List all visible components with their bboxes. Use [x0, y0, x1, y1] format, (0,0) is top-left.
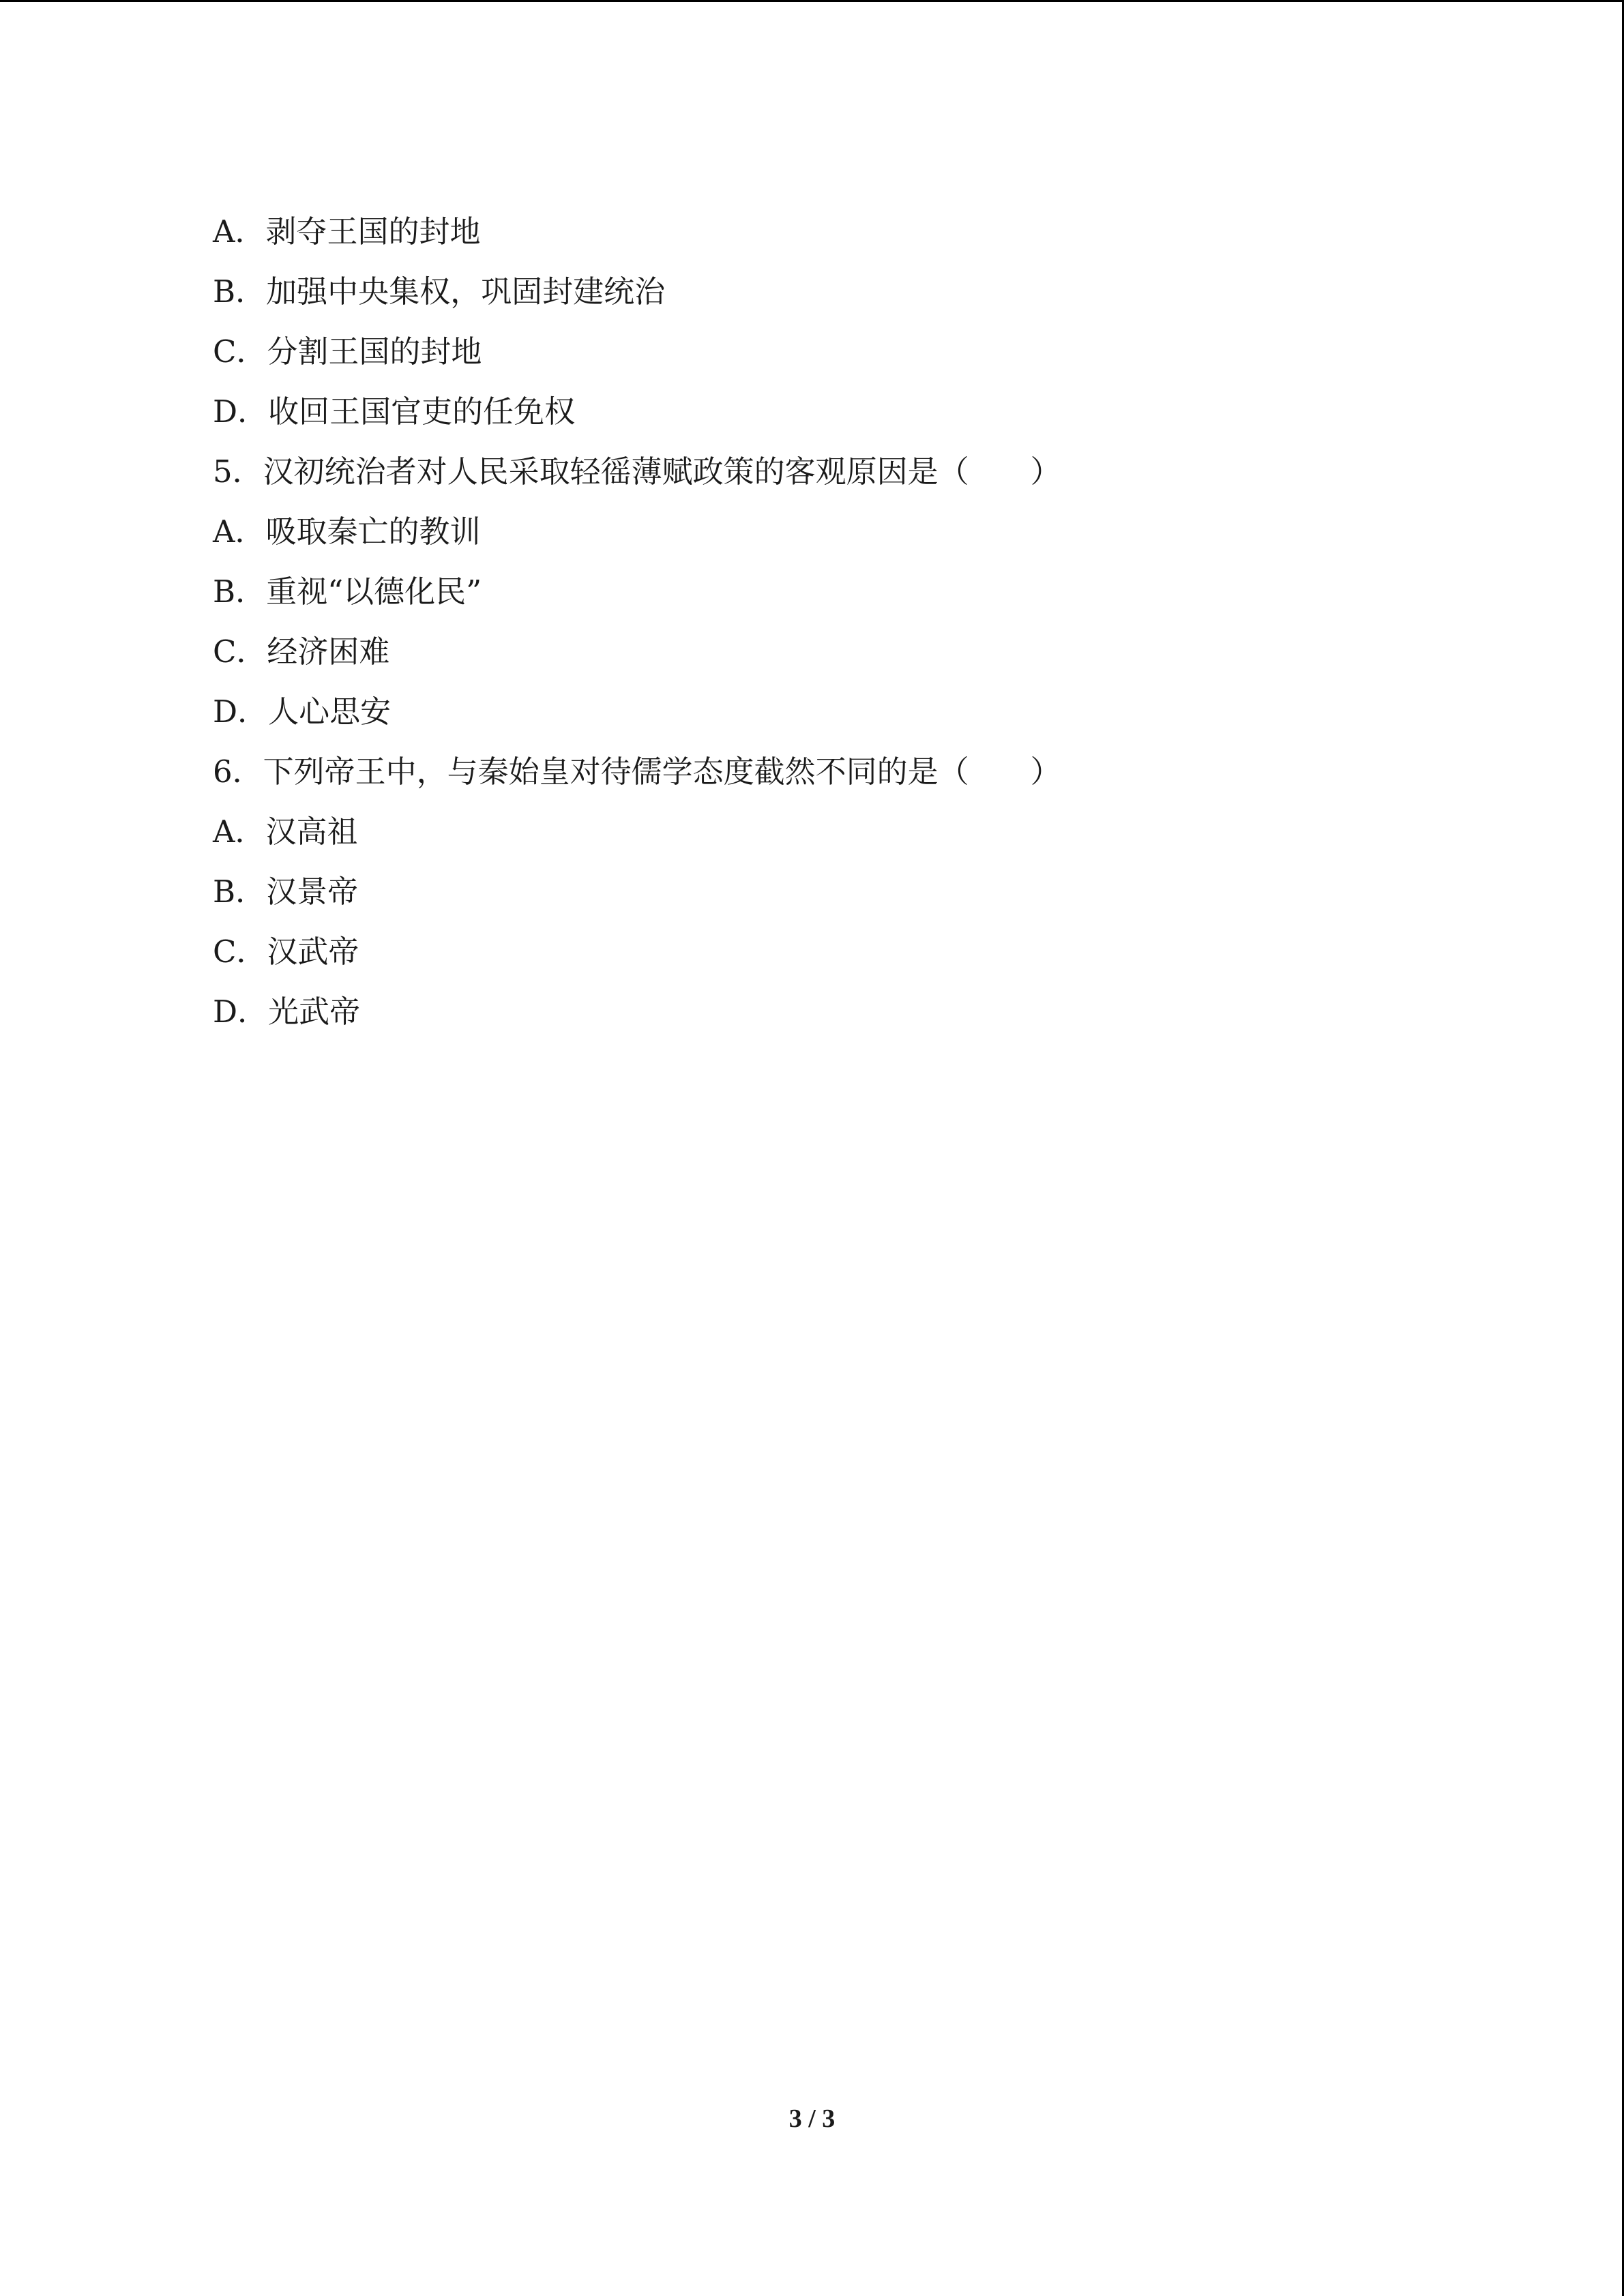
option-a-q4: A．剥夺王国的封地	[213, 213, 481, 250]
document-body	[213, 202, 1441, 1042]
option-d-q6: D．光武帝	[213, 994, 361, 1030]
option-c-q4: C．分割王国的封地	[213, 333, 482, 370]
option-b-q4: B．加强中央集权，巩固封建统治	[213, 273, 666, 310]
option-c-q6: C．汉武帝	[213, 934, 359, 970]
option-c-q5: C．经济困难	[213, 633, 390, 670]
question-6: 6．下列帝王中，与秦始皇对待儒学态度截然不同的是（ ）	[213, 754, 1061, 790]
question-5: 5．汉初统治者对人民采取轻徭薄赋政策的客观原因是（ ）	[213, 453, 1061, 490]
option-b-q5: B．重视“以德化民”	[213, 573, 482, 610]
option-d-q5: D．人心思安	[213, 694, 392, 730]
option-b-q6: B．汉景帝	[213, 874, 359, 910]
page-number: 3 / 3	[788, 2104, 836, 2133]
option-a-q6: A．汉高祖	[213, 814, 358, 850]
option-a-q5: A．吸取秦亡的教训	[213, 513, 481, 550]
option-d-q4: D．收回王国官吏的任免权	[213, 393, 576, 430]
